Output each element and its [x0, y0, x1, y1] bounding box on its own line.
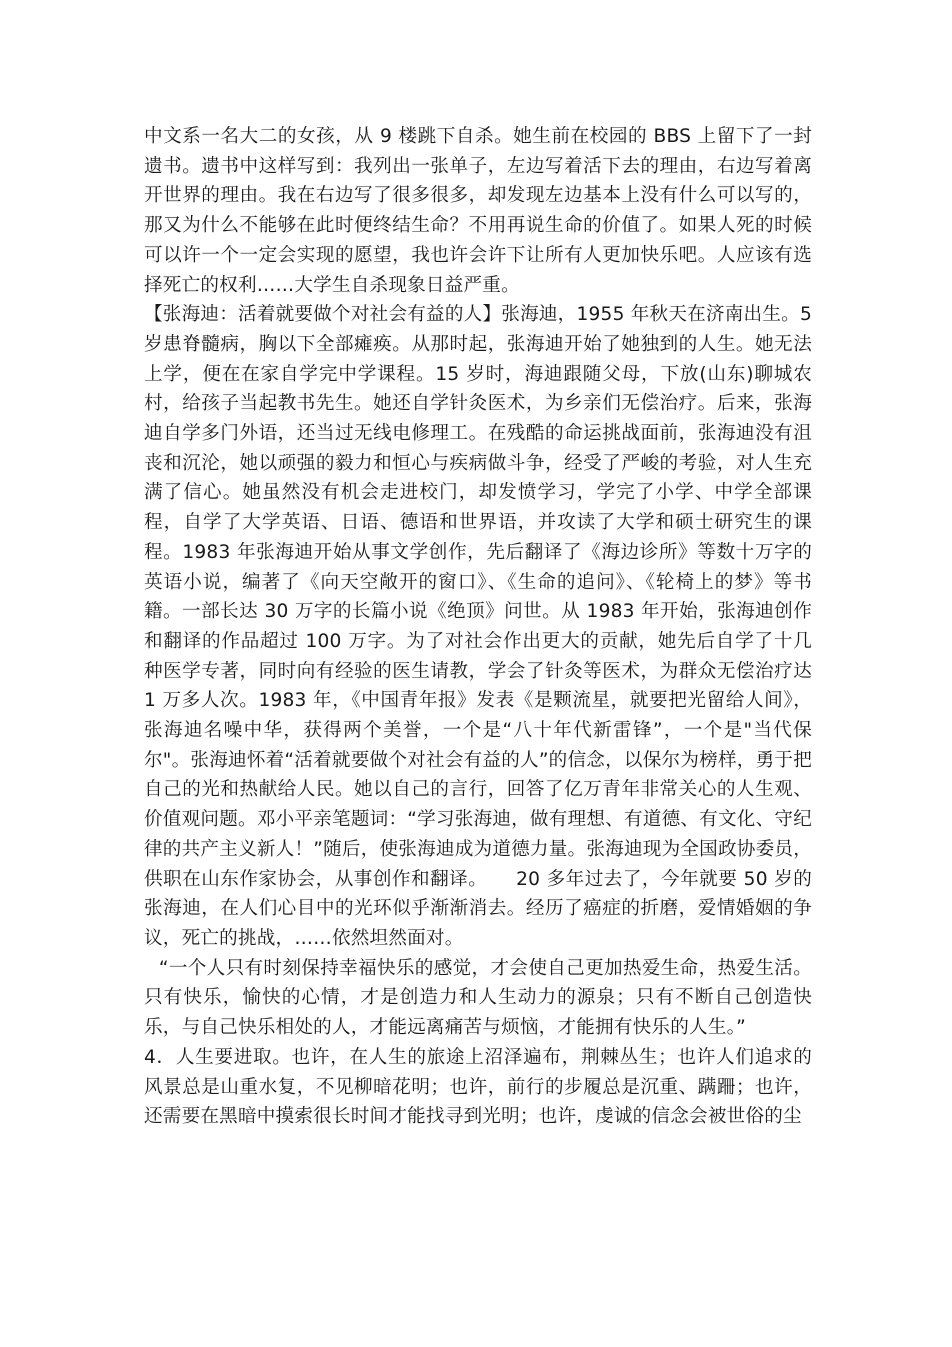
document-body — [144, 122, 812, 1132]
paragraph-happiness-quote: “一个人只有时刻保持幸福快乐的感觉，才会使自己更加热爱生命，热爱生活。只有快乐，愉快的心情，才是创造力和人生动力的源泉；只有不断自己创造快乐，与自己快乐相处的人，才能远离痛苦与烦恼，才能拥有快乐的人生。” — [144, 957, 812, 1039]
paragraph-suicide-note: 中文系一名大二的女孩，从 9 楼跳下自杀。她生前在校园的 BBS 上留下了一封遗书。遗书中这样写到：我列出一张单子，左边写着活下去的理由，右边写着离开世界的理由。我在右边写了很多很多，却发现左边基本上没有什么可以写的，那又为什么不能够在此时便终结生命？不用再说生命的价值了。如果人死的时候可以许一个一定会实现的愿望，我也许会许下让所有人更加快乐吧。人应该有选择死亡的权利……大学生自杀现象日益严重。 — [144, 126, 812, 296]
paragraph-life-progress: 4．人生要进取。也许，在人生的旅途上沼泽遍布，荆棘丛生；也许人们追求的风景总是山重水复，不见柳暗花明；也许，前行的步履总是沉重、蹒跚；也许，还需要在黑暗中摸索很长时间才能找寻到光明；也许，虔诚的信念会被世俗的尘 — [144, 1046, 812, 1128]
paragraph-zhang-haidi: 【张海迪：活着就要做个对社会有益的人】张海迪，1955 年秋天在济南出生。5 岁患脊髓病，胸以下全部瘫痪。从那时起，张海迪开始了她独到的人生。她无法上学，便在在家自学完中学课程。15 岁时，海迪跟随父母，下放(山东)聊城农村，给孩子当起教书先生。她还自学针灸医术，为乡亲们无偿治疗。后来，张海迪自学多门外语，还当过无线电修理工。在残酷的命运挑战面前，张海迪没有沮丧和沉沦，她以顽强的毅力和恒心与疾病做斗争，经受了严峻的考验，对人生充满了信心。她虽然没有机会走进校门，却发愤学习，学完了小学、中学全部课程，自学了大学英语、日语、德语和世界语，并攻读了大学和硕士研究生的课程。1983 年张海迪开始从事文学创作，先后翻译了《海边诊所》等数十万字的英语小说，编著了《向天空敞开的窗口》、《生命的追问》、《轮椅上的梦》等书籍。一部长达 30 万字的长篇小说《绝顶》问世。从 1983 年开始，张海迪创作和翻译的作品超过 100 万字。为了对社会作出更大的贡献，她先后自学了十几种医学专著，同时向有经验的医生请教，学会了针灸等医术，为群众无偿治疗达 1 万多人次。1983 年，《中国青年报》发表《是颗流星，就要把光留给人间》，张海迪名噪中华，获得两个美誉，一个是“八十年代新雷锋”，一个是"当代保尔"。张海迪怀着“活着就要做个对社会有益的人”的信念，以保尔为榜样，勇于把自己的光和热献给人民。她以自己的言行，回答了亿万青年非常关心的人生观、价值观问题。邓小平亲笔题词：“学习张海迪，做有理想、有道德、有文化、守纪律的共产主义新人！”随后，使张海迪成为道德力量。张海迪现为全国政协委员，供职在山东作家协会，从事创作和翻译。 20 多年过去了，今年就要 50 岁的张海迪，在人们心目中的光环似乎渐渐消去。经历了癌症的折磨，爱情婚姻的争议，死亡的挑战，……依然坦然面对。 — [144, 304, 812, 949]
